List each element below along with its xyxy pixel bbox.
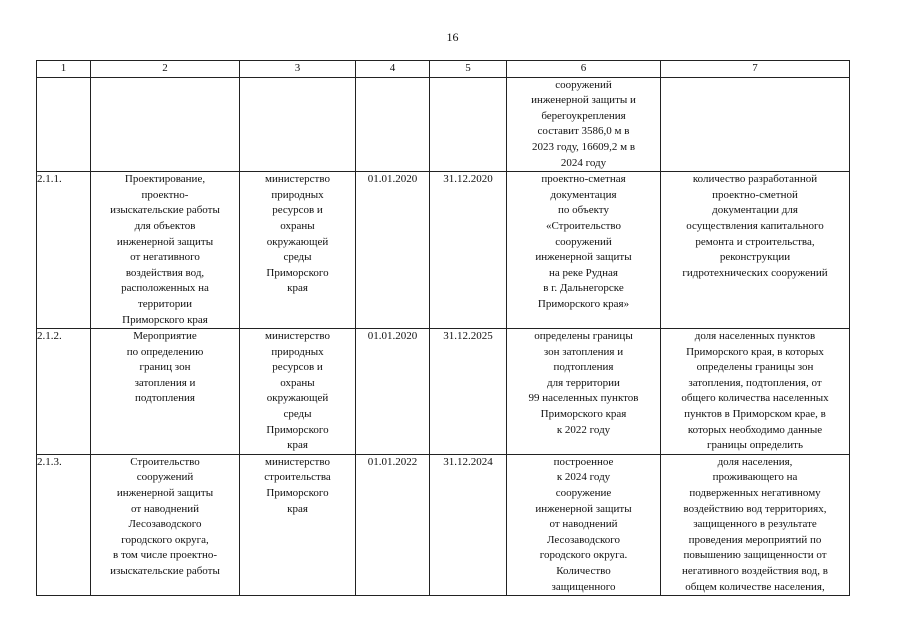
column-header: 3 <box>240 61 356 78</box>
item-name: Проектирование, проектно- изыскательские работы для объектов инженерной защиты от негативного воздействия вод, расположенных на территории Приморского края <box>91 172 240 329</box>
item-name: Строительство сооружений инженерной защиты от наводнений Лесозаводского городского округа, в том числе проектно- изыскательские работы <box>91 454 240 595</box>
item-result: проектно-сметная документация по объекту «Строительство сооружений инженерной защиты на реке Рудная в г. Дальнегорске Приморского края» <box>507 172 661 329</box>
item-executor: министерство строительства Приморского края <box>240 454 356 595</box>
item-number: 2.1.3. <box>37 454 91 595</box>
page-number: 16 <box>446 30 459 44</box>
item-executor: министерство природных ресурсов и охраны окружающей среды Приморского края <box>240 329 356 455</box>
item-end-date: 31.12.2020 <box>430 172 507 329</box>
item-start-date: 01.01.2020 <box>356 329 430 455</box>
item-start-date: 01.01.2022 <box>356 454 430 595</box>
column-header: 7 <box>661 61 850 78</box>
table-row <box>37 329 850 455</box>
item-result: сооружений инженерной защиты и берегоукрепления составит 3586,0 м в 2023 году, 16609,2 м в 2024 году <box>507 77 661 172</box>
item-end-date: 31.12.2024 <box>430 454 507 595</box>
column-header: 5 <box>430 61 507 78</box>
table-row <box>37 172 850 329</box>
item-number: 2.1.2. <box>37 329 91 455</box>
measures-table <box>36 60 850 596</box>
item-result: определены границы зон затопления и подтопления для территории 99 населенных пунктов Приморского края к 2022 году <box>507 329 661 455</box>
item-end-date: 31.12.2025 <box>430 329 507 455</box>
item-result: построенное к 2024 году сооружение инженерной защиты от наводнений Лесозаводского городского округа. Количество защищенного <box>507 454 661 595</box>
column-number-row <box>37 61 850 78</box>
column-header: 1 <box>37 61 91 78</box>
item-start-date <box>356 77 430 172</box>
item-name <box>91 77 240 172</box>
item-number <box>37 77 91 172</box>
item-end-date <box>430 77 507 172</box>
item-start-date: 01.01.2020 <box>356 172 430 329</box>
item-name: Мероприятие по определению границ зон затопления и подтопления <box>91 329 240 455</box>
item-indicator: доля населенных пунктов Приморского края, в которых определены границы зон затопления, подтопления, от общего количества населенных пунктов в Приморском крае, в которых необходимо данные границы определить <box>661 329 850 455</box>
item-indicator <box>661 77 850 172</box>
item-indicator: количество разработанной проектно-сметной документации для осуществления капитального ремонта и строительства, реконструкции гидротехнических сооружений <box>661 172 850 329</box>
item-number: 2.1.1. <box>37 172 91 329</box>
table-row <box>37 77 850 172</box>
item-executor: министерство природных ресурсов и охраны окружающей среды Приморского края <box>240 172 356 329</box>
item-executor <box>240 77 356 172</box>
column-header: 6 <box>507 61 661 78</box>
column-header: 2 <box>91 61 240 78</box>
column-header: 4 <box>356 61 430 78</box>
table-row <box>37 454 850 595</box>
item-indicator: доля населения, проживающего на подверженных негативному воздействию вод территориях, защищенного в результате проведения мероприятий по повышению защищенности от негативного воздействия вод, в общем количестве населения, <box>661 454 850 595</box>
